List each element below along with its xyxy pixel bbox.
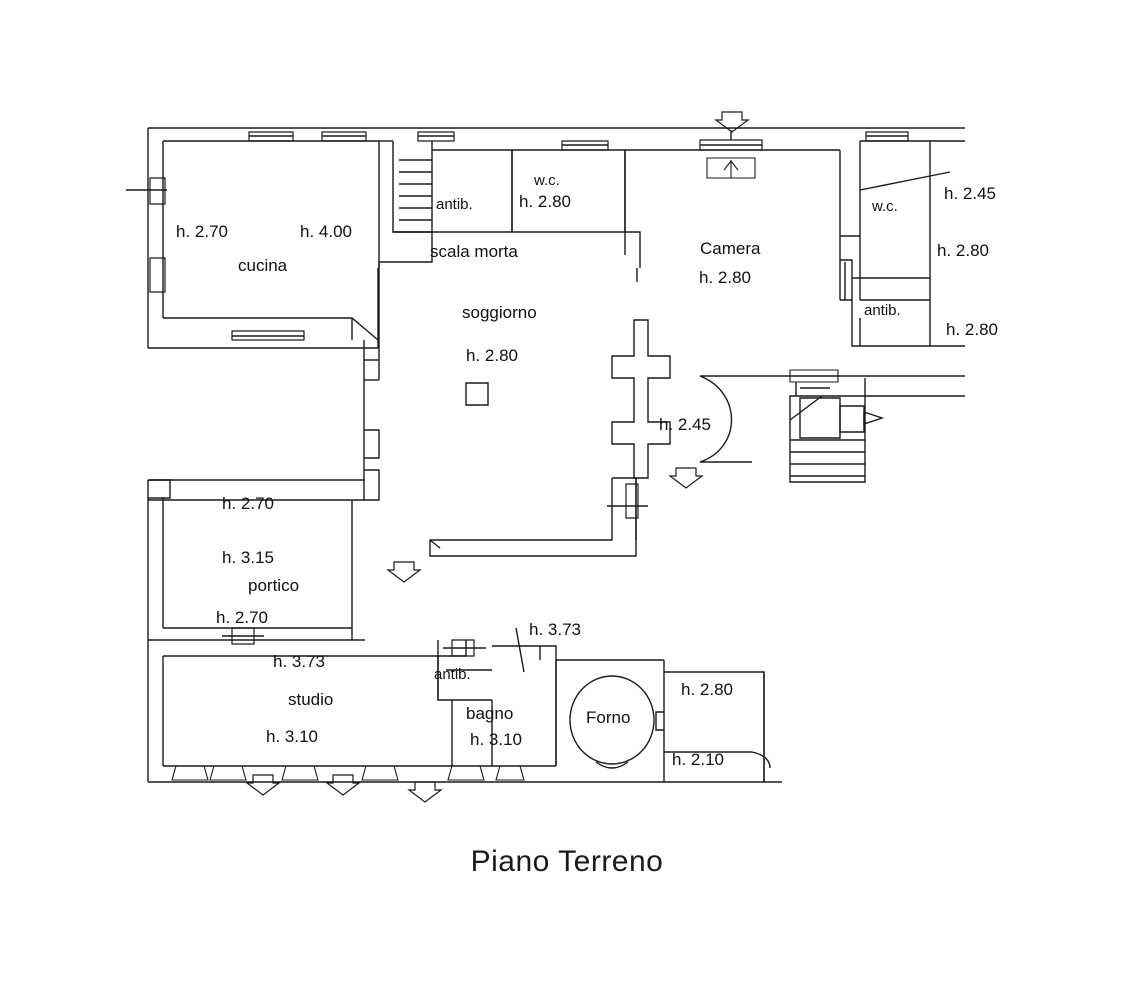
label-forno-height-280: h. 2.80 bbox=[681, 680, 733, 699]
label-room-soggiorno: soggiorno bbox=[462, 303, 537, 322]
label-forno-height-210: h. 2.10 bbox=[672, 750, 724, 769]
label-height-280-right-upper: h. 2.80 bbox=[937, 241, 989, 260]
label-camera-height: h. 2.80 bbox=[699, 268, 751, 287]
label-room-camera: Camera bbox=[700, 239, 761, 258]
label-room-portico: portico bbox=[248, 576, 300, 595]
label-cucina-height-400: h. 4.00 bbox=[300, 222, 352, 241]
label-soggiorno-height: h. 2.80 bbox=[466, 346, 518, 365]
label-height-245-right: h. 2.45 bbox=[944, 184, 996, 203]
label-room-cucina: cucina bbox=[238, 256, 288, 275]
label-height-245-center: h. 2.45 bbox=[659, 415, 711, 434]
label-room-studio: studio bbox=[288, 690, 334, 709]
label-room-forno: Forno bbox=[586, 708, 631, 727]
label-bagno-height-310: h. 3.10 bbox=[470, 730, 522, 749]
label-wc-upper-height: h. 2.80 bbox=[519, 192, 571, 211]
label-portico-height-270-bottom: h. 2.70 bbox=[216, 608, 268, 627]
label-antib-bottom-height-373: h. 3.73 bbox=[529, 620, 581, 639]
label-room-antib-bottom: antib. bbox=[434, 666, 471, 683]
label-room-bagno: bagno bbox=[466, 704, 514, 723]
label-room-wc-upper: w.c. bbox=[534, 172, 560, 189]
label-room-antib-right: antib. bbox=[864, 302, 901, 319]
label-studio-height-373: h. 3.73 bbox=[273, 652, 325, 671]
label-scala-morta: scala morta bbox=[430, 242, 518, 261]
label-room-wc-right: w.c. bbox=[872, 198, 898, 215]
page-title: Piano Terreno bbox=[470, 845, 664, 878]
label-portico-height-270-top: h. 2.70 bbox=[222, 494, 274, 513]
label-studio-height-310: h. 3.10 bbox=[266, 727, 318, 746]
label-cucina-height-270: h. 2.70 bbox=[176, 222, 228, 241]
label-height-280-right-lower: h. 2.80 bbox=[946, 320, 998, 339]
label-room-antib-upper: antib. bbox=[436, 196, 473, 213]
label-portico-height-315: h. 3.15 bbox=[222, 548, 274, 567]
